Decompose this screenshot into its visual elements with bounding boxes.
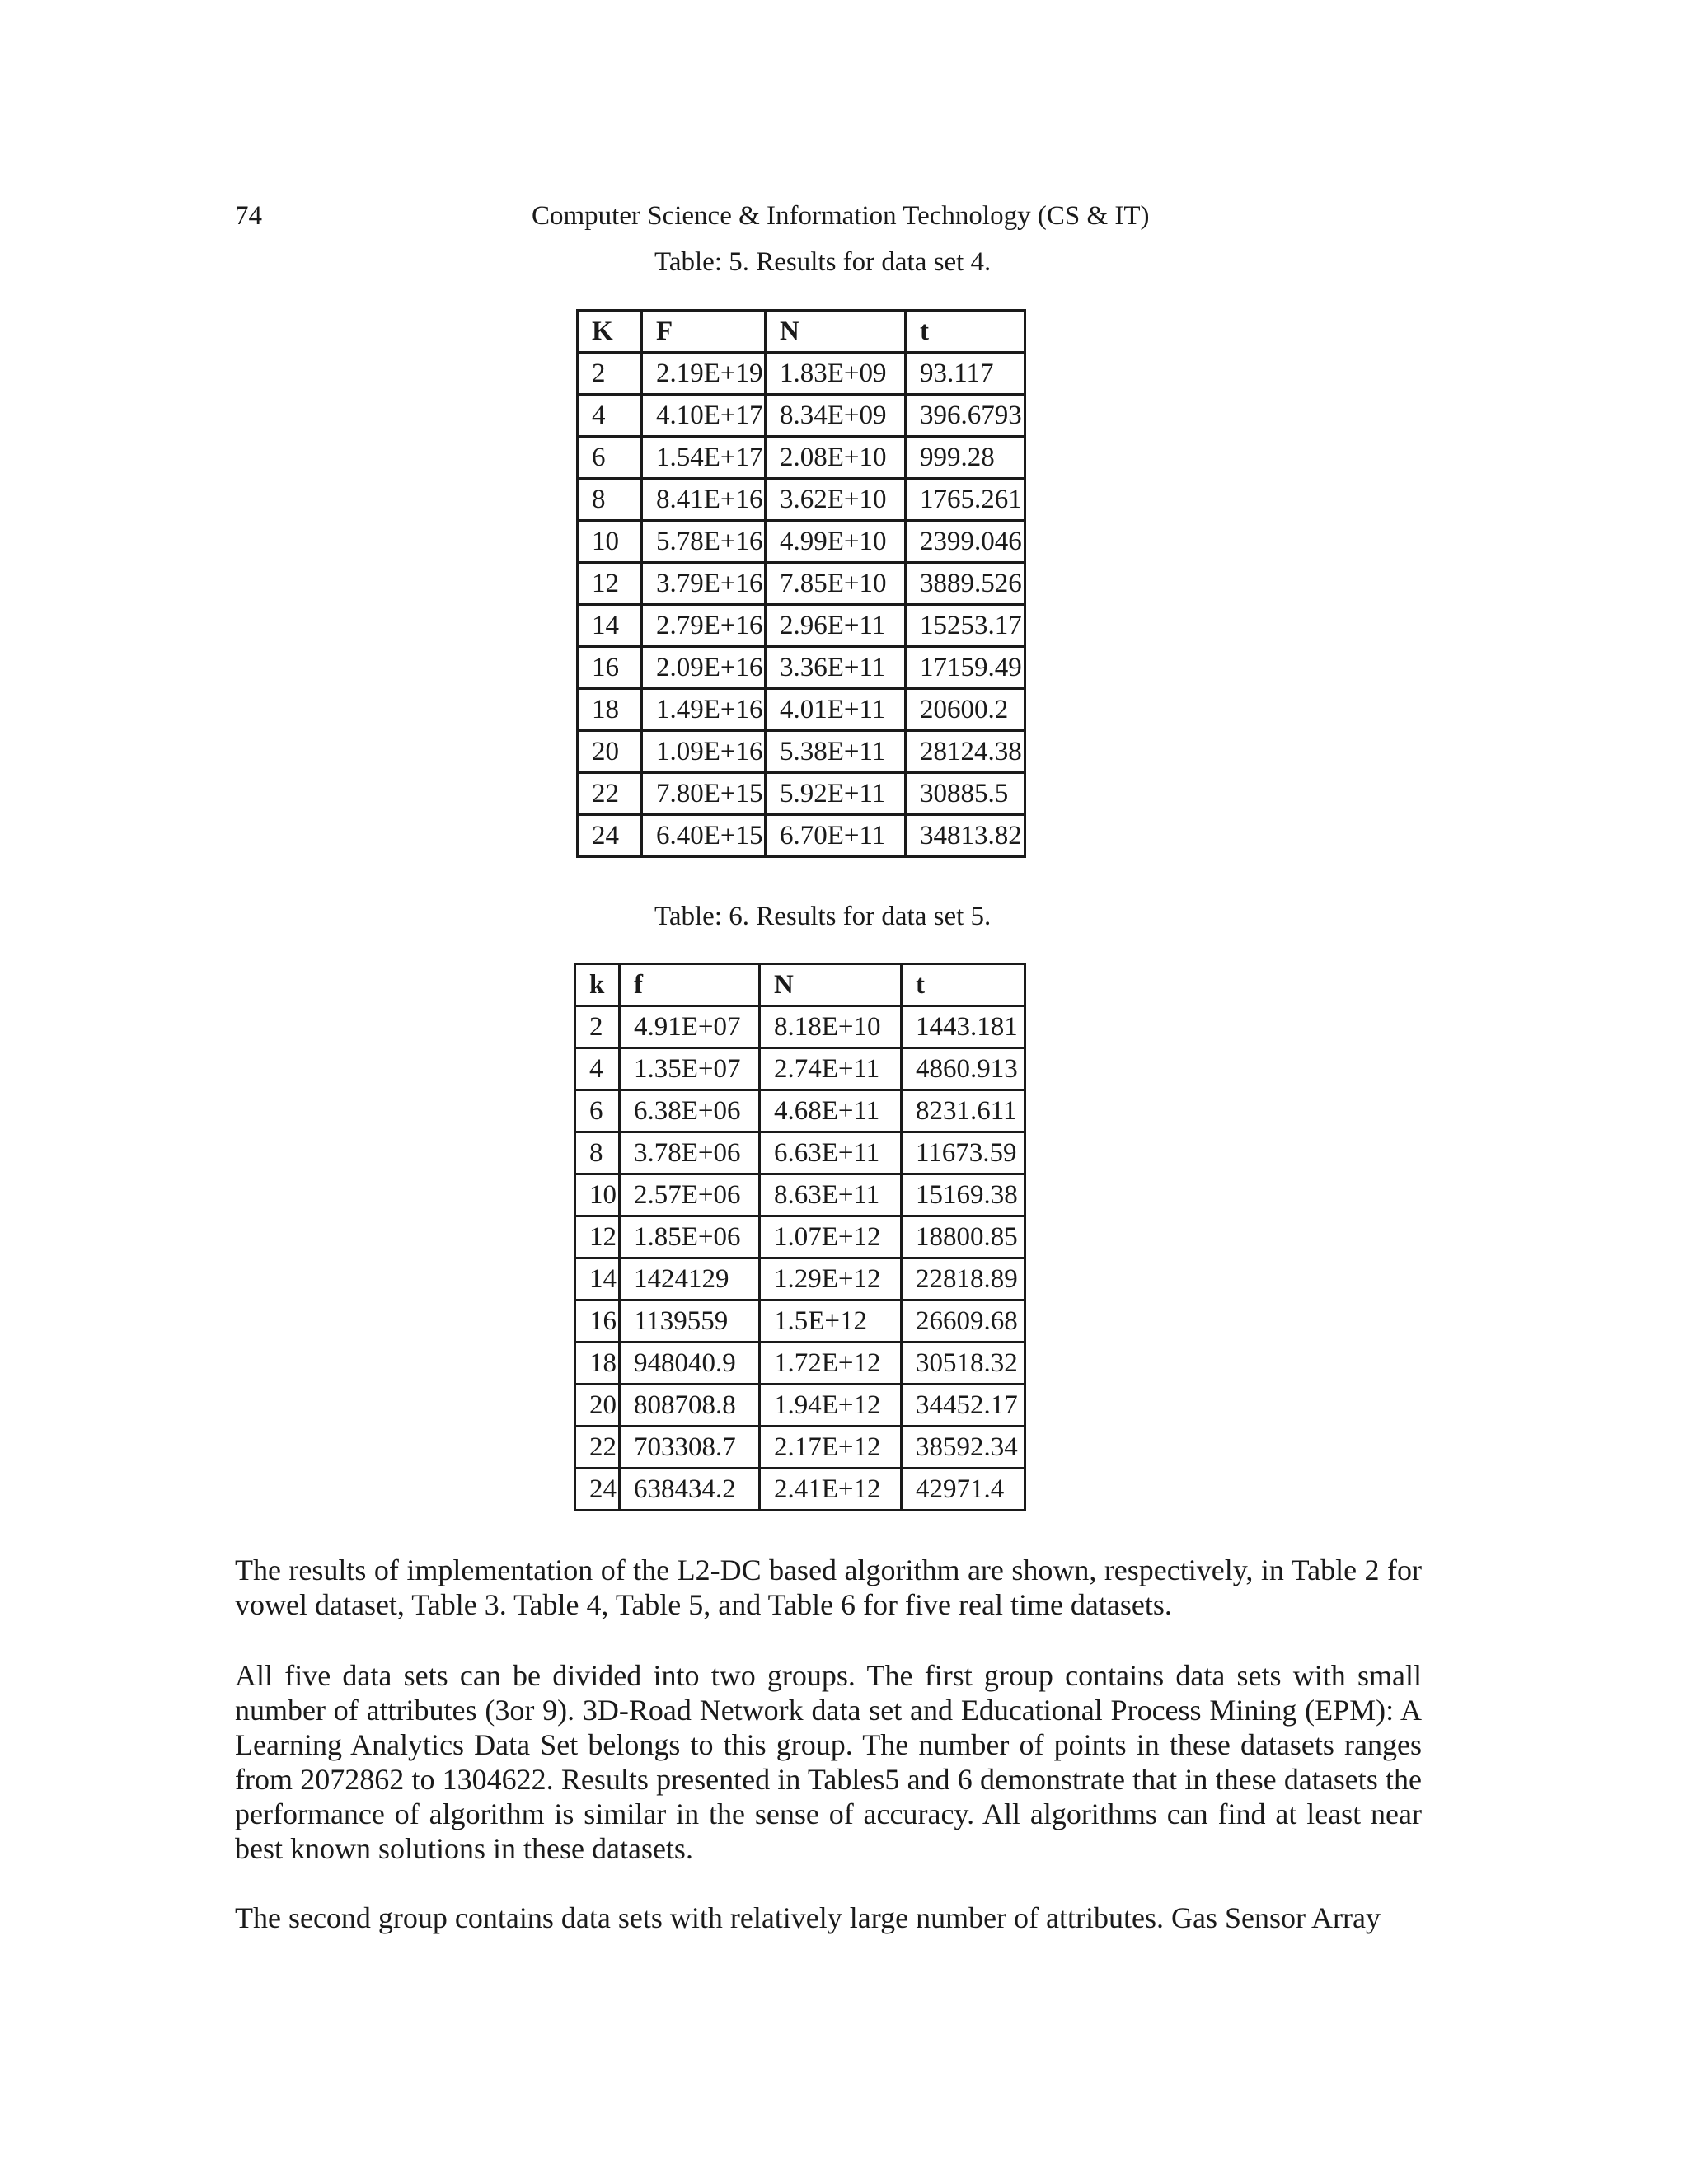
table-cell: 22 [578, 773, 642, 815]
table-row [578, 815, 1025, 857]
table-cell: 10 [575, 1174, 620, 1216]
body-paragraph-results-overview: The results of implementation of the L2-DC based algorithm are shown, respectively, in Table 2 for vowel dataset, Table 3. Table 4, Table 5, and Table 6 for five real time datasets. [235, 1554, 1422, 1621]
table-cell: 4 [575, 1048, 620, 1090]
table-cell: 8.34E+09 [766, 395, 906, 437]
table-cell: 26609.68 [902, 1301, 1025, 1343]
table-cell: 2 [575, 1006, 620, 1048]
table-cell: 20 [578, 731, 642, 773]
table-row [578, 521, 1025, 563]
table-cell: 2.17E+12 [760, 1427, 902, 1469]
table-cell: 20600.2 [906, 689, 1025, 731]
table-cell: 24 [578, 815, 642, 857]
results-table-data-set-4 [576, 309, 1026, 858]
table-cell: 3889.526 [906, 563, 1025, 605]
table-cell: 16 [578, 647, 642, 689]
column-header: t [902, 964, 1025, 1006]
table-row [578, 731, 1025, 773]
table-cell: 7.85E+10 [766, 563, 906, 605]
table-cell: 16 [575, 1301, 620, 1343]
table-cell: 1.85E+06 [620, 1216, 760, 1258]
table-cell: 8.41E+16 [642, 479, 766, 521]
table-cell: 638434.2 [620, 1469, 760, 1511]
table-cell: 1139559 [620, 1301, 760, 1343]
page-number: 74 [235, 201, 262, 231]
table-cell: 2.74E+11 [760, 1048, 902, 1090]
table-cell: 1.83E+09 [766, 353, 906, 395]
table-header-row [575, 964, 1025, 1006]
table-row [575, 1174, 1025, 1216]
table-cell: 948040.9 [620, 1343, 760, 1385]
table-cell: 5.78E+16 [642, 521, 766, 563]
table-row [575, 1216, 1025, 1258]
table-cell: 3.62E+10 [766, 479, 906, 521]
table-cell: 1.29E+12 [760, 1258, 902, 1301]
running-head [235, 198, 1438, 234]
table-cell: 18800.85 [902, 1216, 1025, 1258]
table-cell: 14 [578, 605, 642, 647]
table-cell: 5.92E+11 [766, 773, 906, 815]
table-cell: 11673.59 [902, 1132, 1025, 1174]
table-cell: 2.57E+06 [620, 1174, 760, 1216]
body-paragraph-first-group: All five data sets can be divided into two groups. The first group contains data sets with small number of attributes (3or 9). 3D-Road Network data set and Educational Process Mining (EPM): A Learning Analytics Data Set belongs to this group. The number of points in these datasets ranges from 2072862 to 1304622. Results presented in Tables5 and 6 demonstrate that in these datasets the performance of algorithm is similar in the sense of accuracy. All algorithms can find at least near best known solutions in these datasets. [235, 1659, 1422, 1865]
table-cell: 2399.046 [906, 521, 1025, 563]
column-header: K [578, 311, 642, 353]
table-cell: 4.01E+11 [766, 689, 906, 731]
table-cell: 34452.17 [902, 1385, 1025, 1427]
column-header: f [620, 964, 760, 1006]
table-row [575, 1090, 1025, 1132]
table-row [578, 479, 1025, 521]
table-cell: 6 [575, 1090, 620, 1132]
table-row [578, 647, 1025, 689]
table-cell: 38592.34 [902, 1427, 1025, 1469]
table-cell: 20 [575, 1385, 620, 1427]
table-cell: 2.09E+16 [642, 647, 766, 689]
table-cell: 34813.82 [906, 815, 1025, 857]
table-cell: 12 [578, 563, 642, 605]
table-cell: 1.09E+16 [642, 731, 766, 773]
journal-title: Computer Science & Information Technology (CS & IT) [532, 201, 1150, 231]
table-cell: 8 [578, 479, 642, 521]
column-header: k [575, 964, 620, 1006]
table-cell: 2.96E+11 [766, 605, 906, 647]
column-header: N [766, 311, 906, 353]
table-cell: 8231.611 [902, 1090, 1025, 1132]
column-header: t [906, 311, 1025, 353]
table-row [578, 353, 1025, 395]
table-row [575, 1343, 1025, 1385]
table-cell: 6.63E+11 [760, 1132, 902, 1174]
body-paragraph-second-group: The second group contains data sets with relatively large number of attributes. Gas Sensor Array [235, 1901, 1381, 1934]
table-cell: 2.08E+10 [766, 437, 906, 479]
table-row [575, 1385, 1025, 1427]
table-cell: 999.28 [906, 437, 1025, 479]
table-cell: 8 [575, 1132, 620, 1174]
table-row [575, 1048, 1025, 1090]
table-cell: 12 [575, 1216, 620, 1258]
table-cell: 2.79E+16 [642, 605, 766, 647]
table-row [578, 605, 1025, 647]
table-cell: 4.91E+07 [620, 1006, 760, 1048]
table-row [575, 1469, 1025, 1511]
table-cell: 10 [578, 521, 642, 563]
table-5-caption: Table: 5. Results for data set 4. [654, 247, 992, 277]
table-cell: 3.36E+11 [766, 647, 906, 689]
table-cell: 18 [578, 689, 642, 731]
table-cell: 22818.89 [902, 1258, 1025, 1301]
table-header-row [578, 311, 1025, 353]
table-row [575, 1301, 1025, 1343]
table-cell: 2.41E+12 [760, 1469, 902, 1511]
table-cell: 4.10E+17 [642, 395, 766, 437]
table-cell: 1.54E+17 [642, 437, 766, 479]
table-cell: 7.80E+15 [642, 773, 766, 815]
table-cell: 1.49E+16 [642, 689, 766, 731]
table-row [578, 773, 1025, 815]
table-cell: 6.70E+11 [766, 815, 906, 857]
table-cell: 4.68E+11 [760, 1090, 902, 1132]
table-row [578, 395, 1025, 437]
table-row [578, 563, 1025, 605]
table-cell: 8.18E+10 [760, 1006, 902, 1048]
table-cell: 6.40E+15 [642, 815, 766, 857]
table-6-caption: Table: 6. Results for data set 5. [654, 902, 992, 931]
table-cell: 15253.17 [906, 605, 1025, 647]
table-row [578, 689, 1025, 731]
table-cell: 4 [578, 395, 642, 437]
table-cell: 1.5E+12 [760, 1301, 902, 1343]
table-cell: 28124.38 [906, 731, 1025, 773]
table-cell: 2.19E+19 [642, 353, 766, 395]
table-cell: 30518.32 [902, 1343, 1025, 1385]
table-cell: 5.38E+11 [766, 731, 906, 773]
table-cell: 1.94E+12 [760, 1385, 902, 1427]
table-row [575, 1258, 1025, 1301]
table-cell: 1765.261 [906, 479, 1025, 521]
table-cell: 14 [575, 1258, 620, 1301]
table-cell: 3.79E+16 [642, 563, 766, 605]
table-cell: 1.72E+12 [760, 1343, 902, 1385]
table-cell: 15169.38 [902, 1174, 1025, 1216]
results-table-data-set-5 [574, 963, 1026, 1511]
table-row [578, 437, 1025, 479]
table-cell: 1443.181 [902, 1006, 1025, 1048]
table-cell: 808708.8 [620, 1385, 760, 1427]
table-cell: 30885.5 [906, 773, 1025, 815]
table-cell: 17159.49 [906, 647, 1025, 689]
table-cell: 1424129 [620, 1258, 760, 1301]
table-cell: 1.07E+12 [760, 1216, 902, 1258]
table-cell: 42971.4 [902, 1469, 1025, 1511]
table-cell: 2 [578, 353, 642, 395]
table-cell: 22 [575, 1427, 620, 1469]
table-cell: 6.38E+06 [620, 1090, 760, 1132]
table-cell: 93.117 [906, 353, 1025, 395]
table-cell: 1.35E+07 [620, 1048, 760, 1090]
table-row [575, 1006, 1025, 1048]
column-header: F [642, 311, 766, 353]
table-cell: 396.6793 [906, 395, 1025, 437]
table-cell: 24 [575, 1469, 620, 1511]
table-cell: 4.99E+10 [766, 521, 906, 563]
table-cell: 4860.913 [902, 1048, 1025, 1090]
table-cell: 703308.7 [620, 1427, 760, 1469]
table-row [575, 1427, 1025, 1469]
table-cell: 8.63E+11 [760, 1174, 902, 1216]
table-cell: 18 [575, 1343, 620, 1385]
table-row [575, 1132, 1025, 1174]
table-cell: 3.78E+06 [620, 1132, 760, 1174]
table-cell: 6 [578, 437, 642, 479]
column-header: N [760, 964, 902, 1006]
